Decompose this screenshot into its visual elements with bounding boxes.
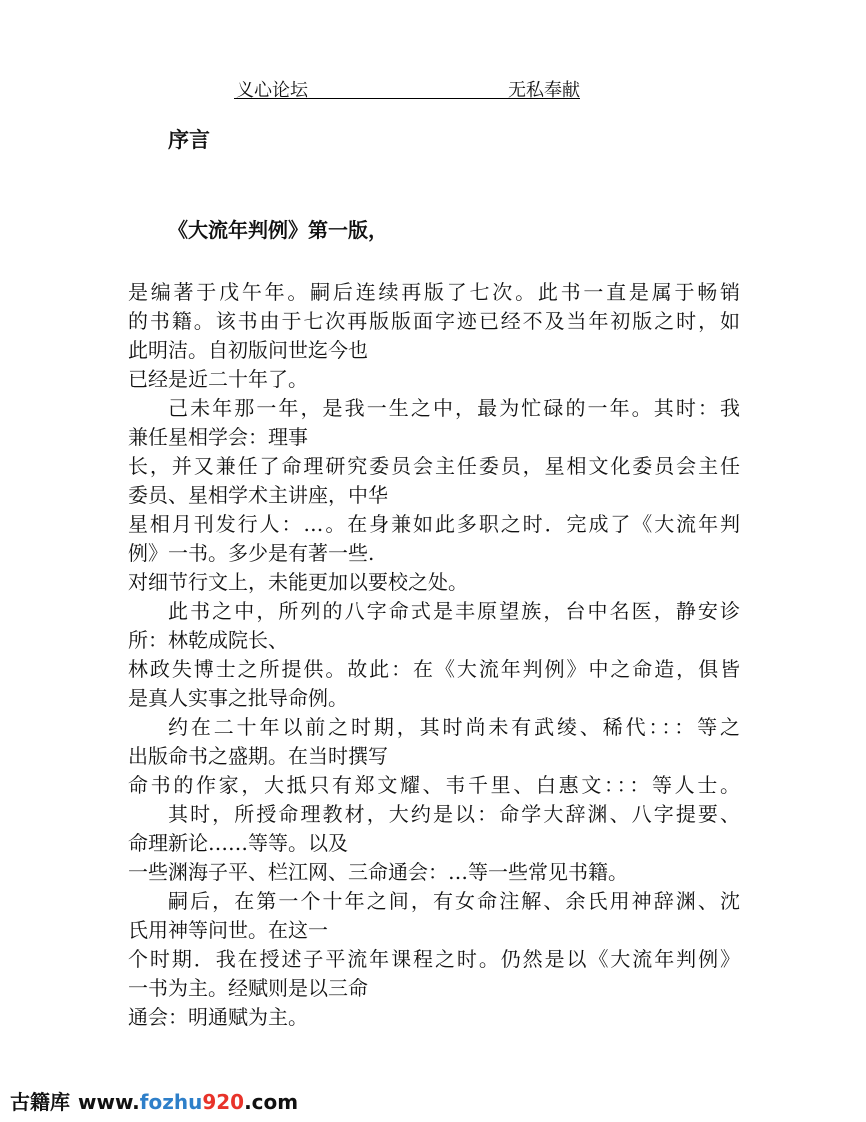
footer-site-name: 古籍库: [10, 1090, 70, 1114]
text-line: 嗣后，在第一个十年之间，有女命注解、余氏用神辞渊、沈: [168, 889, 740, 913]
section-title: 序言: [168, 128, 210, 152]
text-line: 此书之中，所列的八字命式是丰原望族，台中名医，静安诊: [168, 599, 740, 623]
text-line: 兼任星相学会：理事: [128, 425, 308, 449]
text-line: 已经是近二十年了。: [128, 367, 308, 391]
footer-url-part2: 920: [202, 1090, 245, 1114]
text-line: 对细节行文上，未能更加以要校之处。: [128, 570, 468, 594]
footer-url-part1: fozhu: [139, 1090, 203, 1114]
text-line: 个时期．我在授述子平流年课程之时。仍然是以《大流年判例》: [128, 947, 740, 971]
footer-url-prefix: www.: [78, 1090, 140, 1114]
text-line: 氏用神等问世。在这一: [128, 918, 328, 942]
text-line: 通会：明通赋为主。: [128, 1005, 308, 1029]
text-line: 己未年那一年，是我一生之中，最为忙碌的一年。其时：我: [168, 396, 740, 420]
text-line: 出版命书之盛期。在当时撰写: [128, 744, 388, 768]
text-line: 林政失博士之所提供。故此：在《大流年判例》中之命造，俱皆: [128, 657, 740, 681]
text-line: 此明洁。自初版问世迄今也: [128, 338, 368, 362]
text-line: 是编著于戊午年。嗣后连续再版了七次。此书一直是属于畅销: [128, 280, 740, 304]
text-line: 例》一书。多少是有著一些.: [128, 541, 375, 565]
text-line: 命书的作家，大抵只有郑文耀、韦千里、白惠文：：：等人士。: [128, 773, 740, 797]
text-line: 委员、星相学术主讲座，中华: [128, 483, 388, 507]
text-line: 约在二十年以前之时期，其时尚未有武绫、稀代：：：等之: [168, 715, 740, 739]
text-line: 是真人实事之批导命例。: [128, 686, 348, 710]
text-line: 的书籍。该书由于七次再版版面字迹已经不及当年初版之时，如: [128, 309, 740, 333]
text-line: 命理新论……等等。以及: [128, 831, 348, 855]
body-text: [128, 278, 740, 1032]
text-line: 其时，所授命理教材，大约是以：命学大辞渊、八字提要、: [168, 802, 740, 826]
text-line: 星相月刊发行人：…。在身兼如此多职之时．完成了《大流年判: [128, 512, 740, 536]
footer-watermark: [10, 1086, 298, 1115]
page-header: [234, 74, 580, 99]
header-right-text: 无私奉献: [508, 80, 580, 101]
text-line: 一书为主。经赋则是以三命: [128, 976, 368, 1000]
text-line: 长，并又兼任了命理研究委员会主任委员，星相文化委员会主任: [128, 454, 740, 478]
text-line: 一些渊海子平、栏江网、三命通会：…等一些常见书籍。: [128, 860, 628, 884]
header-left-text: 义心论坛: [236, 80, 308, 101]
text-line: 所：林乾成院长、: [128, 628, 288, 652]
book-subtitle: 《大流年判例》第一版，: [168, 218, 388, 242]
footer-url-suffix: .com: [244, 1090, 299, 1114]
